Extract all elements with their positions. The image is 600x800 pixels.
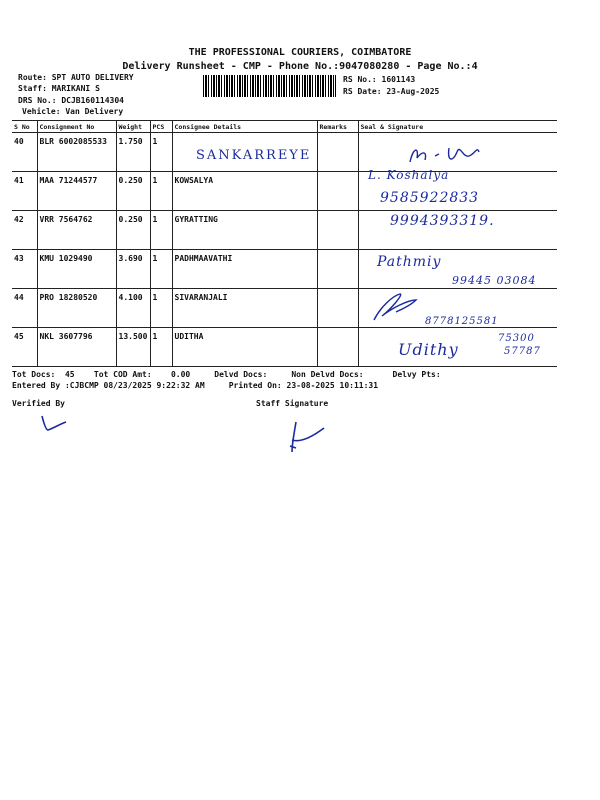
route-label: Route: SPT AUTO DELIVERY (18, 73, 134, 82)
cell-sno: 43 (12, 250, 37, 289)
cell-consignee: PADHMAAVATHI (172, 250, 317, 289)
handwritten-phone-row42a: 9585922833 (380, 190, 480, 206)
handwritten-signature-row40 (405, 140, 495, 168)
entered-by-line: Entered By :CJBCMP 08/23/2025 9:22:32 AM Printed On: 23-08-2025 10:11:31 (12, 381, 379, 390)
handwritten-phone-row44: 8778125581 (425, 316, 499, 327)
cell-consignment: PRO 18280520 (37, 289, 116, 328)
cell-weight: 0.250 (116, 211, 150, 250)
cell-pcs: 1 (150, 289, 172, 328)
cell-sno: 42 (12, 211, 37, 250)
cell-sno: 44 (12, 289, 37, 328)
staff-signature-label: Staff Signature (256, 399, 329, 408)
col-sno: S No (12, 121, 37, 133)
cell-consignment: NKL 3607796 (37, 328, 116, 367)
verified-by-label: Verified By (12, 399, 65, 408)
cell-pcs: 1 (150, 328, 172, 367)
rs-date: RS Date: 23-Aug-2025 (343, 87, 440, 96)
cell-consignee: SIVARANJALI (172, 289, 317, 328)
cell-remarks (317, 250, 358, 289)
verified-by-signature (38, 412, 68, 434)
cell-remarks (317, 133, 358, 172)
cell-consignee: GYRATTING (172, 211, 317, 250)
cell-pcs: 1 (150, 172, 172, 211)
cell-remarks (317, 289, 358, 328)
cell-pcs: 1 (150, 250, 172, 289)
totals-line: Tot Docs: 45 Tot COD Amt: 0.00 Delvd Docs: Non Delvd Docs: Delvy Pts: (12, 370, 441, 379)
drs-label: DRS No.: DCJB160114304 (18, 96, 124, 105)
handwritten-phone-row42b: 9994393319. (390, 213, 495, 229)
handwritten-phone-row43: 99445 03084 (452, 274, 537, 287)
staff-signature-mark (284, 420, 330, 456)
runsheet-title: Delivery Runsheet - CMP - Phone No.:9047080280 - Page No.:4 (122, 61, 478, 72)
handwritten-signature-row44 (370, 288, 430, 324)
col-signature: Seal & Signature (358, 121, 557, 133)
cell-weight: 0.250 (116, 172, 150, 211)
col-pcs: PCS (150, 121, 172, 133)
cell-consignment: MAA 71244577 (37, 172, 116, 211)
cell-remarks (317, 172, 358, 211)
cell-weight: 3.690 (116, 250, 150, 289)
handwritten-signature-row41: L. Koshalya (368, 168, 450, 182)
cell-sno: 41 (12, 172, 37, 211)
cell-sno: 40 (12, 133, 37, 172)
cell-consignee: UDITHA (172, 328, 317, 367)
vehicle-label: Vehicle: Van Delivery (22, 107, 124, 116)
col-consignee: Consignee Details (172, 121, 317, 133)
col-consignment: Consignment No (37, 121, 116, 133)
cell-weight: 1.750 (116, 133, 150, 172)
cell-weight: 13.500 (116, 328, 150, 367)
handwritten-number-row45a: 75300 (498, 333, 535, 344)
handwritten-number-row45b: 57787 (504, 346, 541, 357)
cell-pcs: 1 (150, 133, 172, 172)
handwritten-consignee-name: SANKARREYE (196, 148, 312, 163)
cell-remarks (317, 211, 358, 250)
company-name: THE PROFESSIONAL COURIERS, COIMBATORE (188, 47, 412, 58)
cell-consignee: KOWSALYA (172, 172, 317, 211)
table-row (12, 328, 557, 367)
cell-consignment: VRR 7564762 (37, 211, 116, 250)
staff-label: Staff: MARIKANI S (18, 84, 100, 93)
table-header-row (12, 121, 557, 133)
handwritten-signature-row43: Pathmiy (377, 254, 442, 270)
col-weight: Weight (116, 121, 150, 133)
cell-pcs: 1 (150, 211, 172, 250)
cell-consignment: KMU 1029490 (37, 250, 116, 289)
cell-remarks (317, 328, 358, 367)
cell-weight: 4.100 (116, 289, 150, 328)
cell-sno: 45 (12, 328, 37, 367)
rs-number: RS No.: 1601143 (343, 75, 416, 84)
col-remarks: Remarks (317, 121, 358, 133)
handwritten-signature-row45: Udithy (398, 340, 459, 359)
barcode (203, 75, 336, 97)
cell-consignment: BLR 6002085533 (37, 133, 116, 172)
